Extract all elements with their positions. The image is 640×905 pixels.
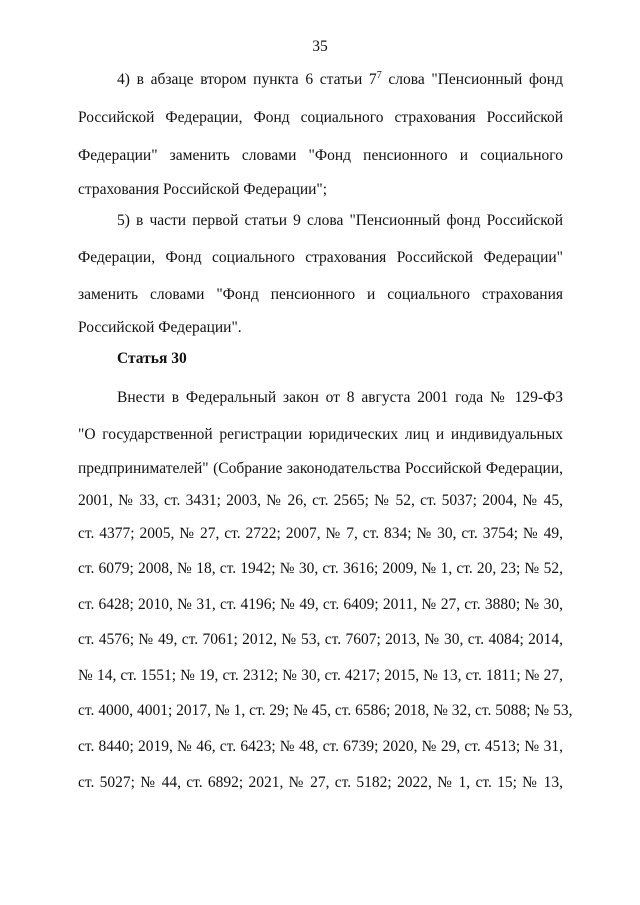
article30-line: № 14, ст. 1551; № 19, ст. 2312; № 30, ст. 4217; 2015, № 13, ст. 1811; № 27, — [78, 667, 563, 684]
item4-line1-text-a: 4) в абзаце втором пункта 6 статьи 7 — [117, 71, 377, 88]
article30-line: ст. 5027; № 44, ст. 6892; 2021, № 27, ст. 5182; 2022, № 1, ст. 15; № 13, — [78, 774, 563, 791]
article30-line: ст. 6428; 2010, № 31, ст. 4196; № 49, ст. 6409; 2011, № 27, ст. 3880; № 30, — [78, 596, 563, 613]
item5-line2: Федерации, Фонд социального страхования Российской Федерации" — [78, 249, 563, 266]
page-number: 35 — [312, 38, 328, 55]
article30-line: "О государственной регистрации юридических лиц и индивидуальных — [78, 426, 563, 443]
article30-line: ст. 6079; 2008, № 18, ст. 1942; № 30, ст. 3616; 2009, № 1, ст. 20, 23; № 52, — [78, 560, 563, 577]
item4-line1-text-b: слова "Пенсионный фонд — [381, 71, 563, 88]
item5-line1: 5) в части первой статьи 9 слова "Пенсионный фонд Российской — [117, 212, 563, 229]
item4-article-superscript: 7 — [376, 69, 382, 81]
article30-line: ст. 4377; 2005, № 27, ст. 2722; 2007, № 7, ст. 834; № 30, ст. 3754; № 49, — [78, 525, 563, 542]
item4-line4: страхования Российской Федерации"; — [78, 181, 328, 198]
item4-line3: Федерации" заменить словами "Фонд пенсионного и социального — [78, 147, 563, 164]
item5-line4: Российской Федерации". — [78, 319, 242, 336]
item5-line3: заменить словами "Фонд пенсионного и социального страхования — [78, 286, 563, 303]
item4-line2: Российской Федерации, Фонд социального страхования Российской — [78, 109, 563, 126]
article30-line: ст. 8440; 2019, № 46, ст. 6423; № 48, ст. 6739; 2020, № 29, ст. 4513; № 31, — [78, 738, 563, 755]
article30-line: ст. 4000, 4001; 2017, № 1, ст. 29; № 45, ст. 6586; 2018, № 32, ст. 5088; № 53, — [78, 702, 573, 719]
article30-line: ст. 4576; № 49, ст. 7061; 2012, № 53, ст. 7607; 2013, № 30, ст. 4084; 2014, — [78, 631, 563, 648]
article-heading: Статья 30 — [117, 350, 187, 367]
article30-line: предпринимателей" (Собрание законодательства Российской Федерации, — [78, 460, 563, 477]
article30-line: Внести в Федеральный закон от 8 августа 2001 года № 129-ФЗ — [117, 389, 563, 406]
item4-line1 — [117, 70, 563, 90]
article30-line: 2001, № 33, ст. 3431; 2003, № 26, ст. 2565; № 52, ст. 5037; 2004, № 45, — [78, 492, 563, 509]
